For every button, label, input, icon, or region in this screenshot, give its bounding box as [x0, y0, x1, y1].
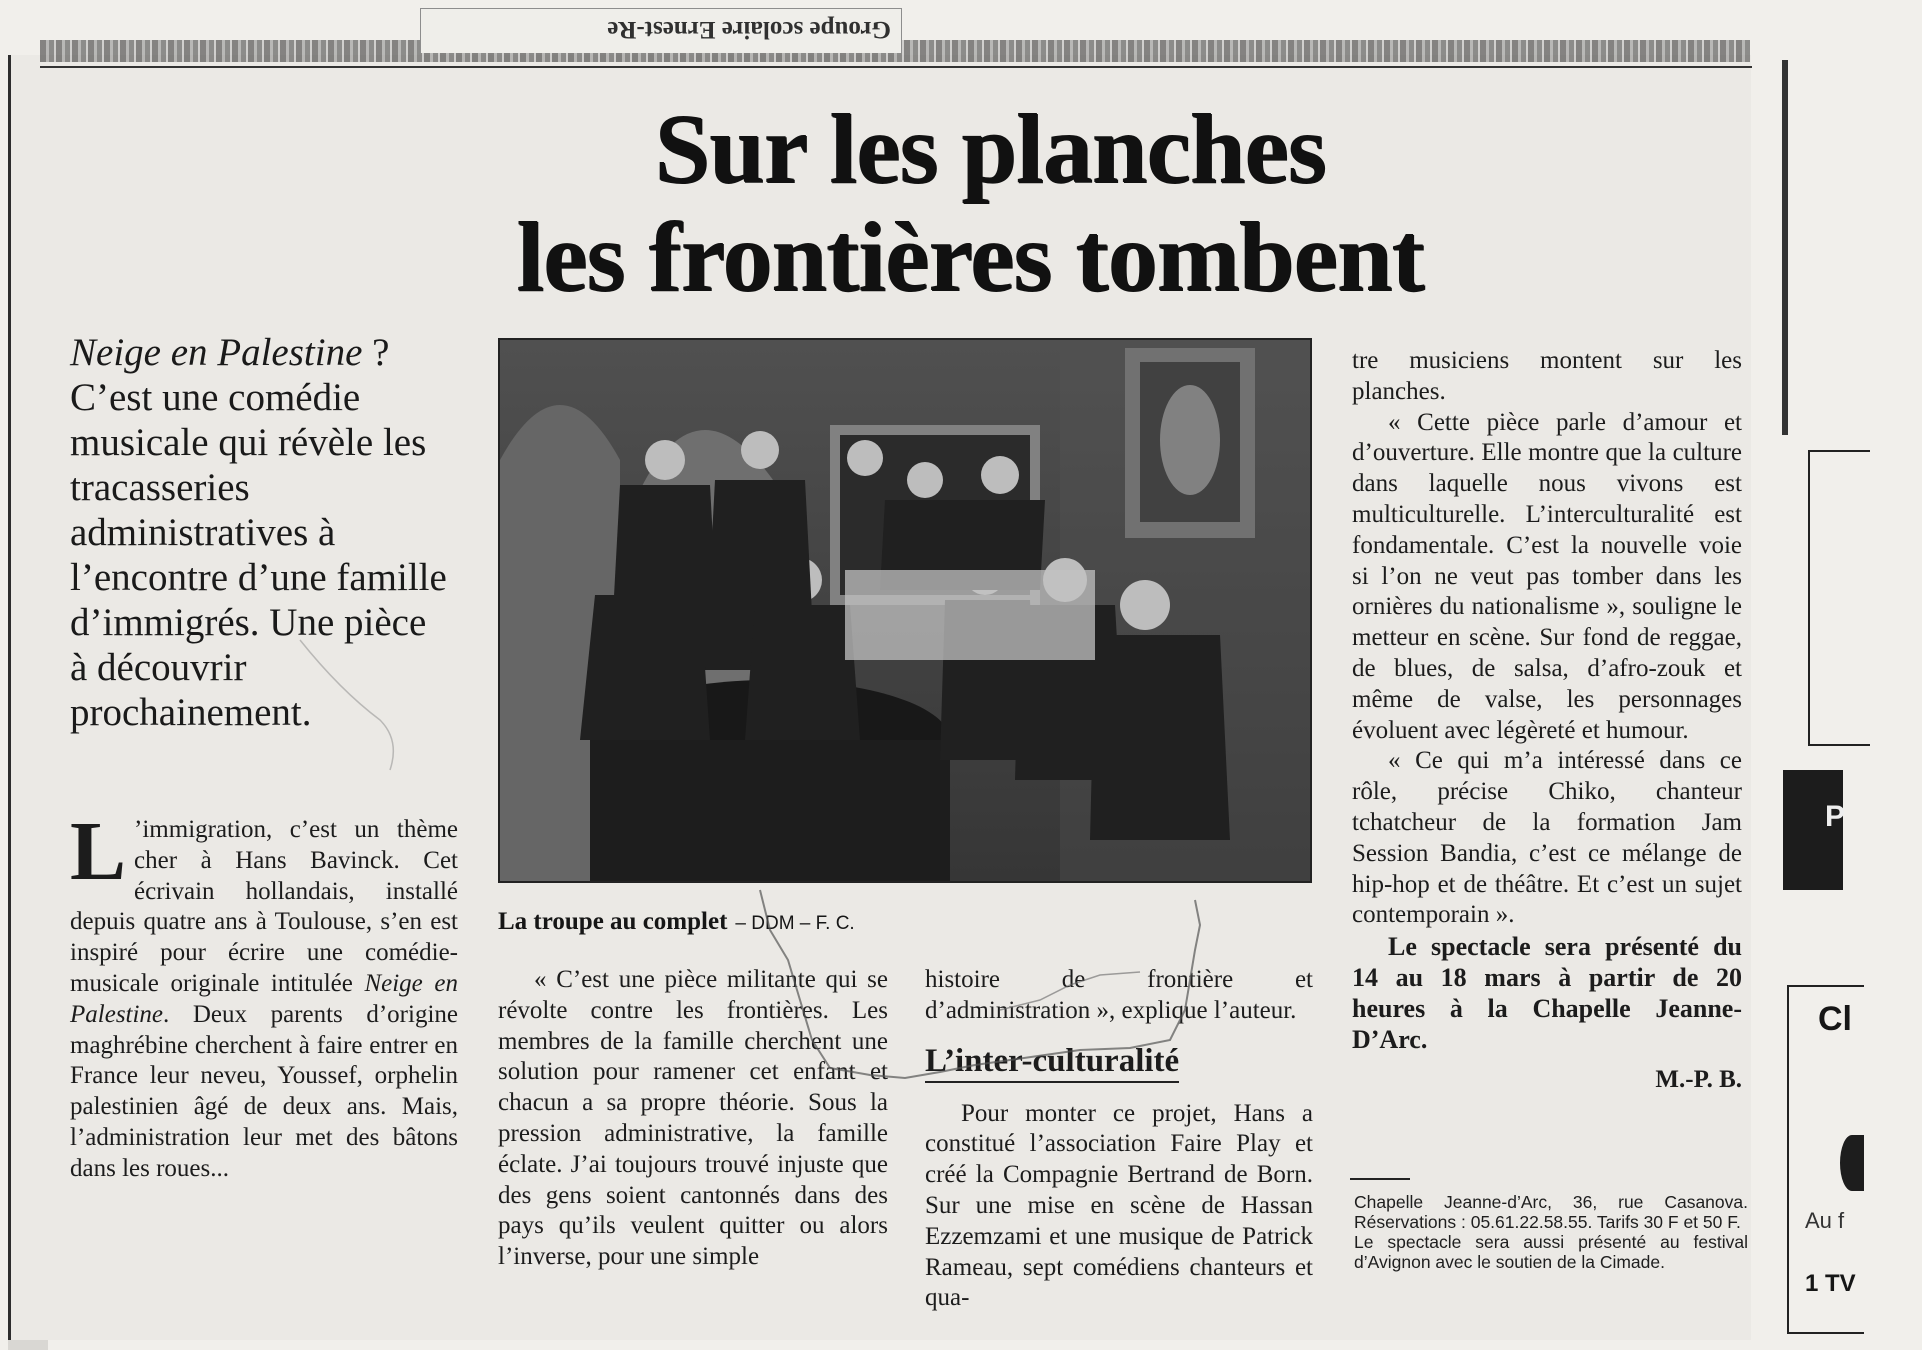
adjacent-text-tv: 1 TV [1805, 1270, 1856, 1297]
column-1 [70, 805, 458, 1185]
info-divider [1350, 1178, 1410, 1180]
article-intro [70, 330, 450, 735]
column-2 [498, 965, 888, 1273]
headline-line-1: Sur les planches [654, 93, 1326, 204]
column-3 [925, 965, 1313, 1314]
column-4-paragraph-2: « Cette pièce parle d’amour et d’ouverture. Elle montre que la culture dans laquelle nous vivons est multiculturelle. L’interculturalité est fondamentale. C’est la nouvelle voie si l’on ne veut pas tomber dans les ornières du nationalisme », souligne le metteur en scène. Sur fond de reggae, de blues, de salsa, d’afro-zouk et même de valse, les personnages évoluent avec légèreté et humour. [1352, 408, 1742, 744]
adjacent-letter: Cl [1818, 1000, 1852, 1038]
intro-play-title: Neige en Palestine [70, 331, 363, 374]
intro-text: C’est une comédie musicale qui révèle les tracasseries administratives à l’encontre d’une famille d’immigrés. Une pièce à découvrir prochainement. [70, 376, 447, 734]
column-2-paragraph: « C’est une pièce militante qui se révolte contre les frontières. Les membres de la famille cherchent une solution pour ramener cet enfant et chacun a sa propre théorie. Sous la pression administrative, la famille éclate. J’ai toujours trouvé injuste que des gens soient cantonnés dans des pays qu’ils veulent quitter ou alors l’inverse, pour une simple [498, 966, 888, 1271]
practical-info [1354, 1192, 1748, 1272]
adjacent-column-rule [1782, 60, 1788, 435]
photo-credit: – DDM – F. C. [735, 913, 855, 934]
column-3-paragraph-1: histoire de frontière et d’administration », explique l’auteur. [925, 966, 1313, 1024]
adjacent-dark-letter: P [1825, 800, 1846, 833]
column-1-text-end: . Deux parents d’origine maghrébine cherchent à faire entrer en France leur neveu, Youssef, orphelin palestinien âgé de deux ans. Mais, l’administration leur met des bâtons dans les roues... [70, 1000, 458, 1182]
show-dates-paragraph: Le spectacle sera présenté du 14 au 18 mars à partir de 20 heures à la Chapelle Jeanne-D’Arc. [1352, 932, 1742, 1055]
column-1-play-title: Neige en Palestine [70, 969, 458, 1028]
adjacent-dark-block [1783, 770, 1846, 890]
adjacent-text-au: Au f [1805, 1208, 1845, 1233]
info-address: Chapelle Jeanne-d’Arc, 36, rue Casanova. Réservations : 05.61.22.58.55. Tarifs 30 F et 50 F. [1354, 1192, 1748, 1232]
drop-cap: L [70, 805, 127, 898]
intro-question-mark: ? [362, 331, 390, 374]
adjacent-circle-mark [1840, 1135, 1864, 1191]
section-subhead: L’inter-culturalité [925, 1041, 1179, 1083]
photo-illustration [500, 340, 1310, 881]
column-4-paragraph-1: tre musiciens montent sur les planches. [1352, 347, 1742, 405]
article-headline [0, 95, 1800, 311]
column-4-paragraph-3: « Ce qui m’a intéressé dans ce rôle, précise Chiko, chanteur tchatcheur de la formation Jam Session Bandia, c’est ce mélange de hip-hop et de théâtre. Et c’est un sujet contemporain ». [1352, 747, 1742, 929]
troupe-photo [498, 338, 1312, 883]
column-1-paragraph [70, 805, 458, 1185]
column-3-paragraph-2: Pour monter ce projet, Hans a constitué l’association Faire Play et créé la Compagnie Bertrand de Born. Sur une mise en scène de Hassan Ezzemzami et une musique de Patrick Rameau, sept comédiens chanteurs et qua- [925, 1099, 1313, 1312]
adjacent-box-frame [1808, 450, 1870, 746]
column-1-text: ’immigration, c’est un thème cher à Hans Bavinck. Cet écrivain hollandais, installé depuis quatre ans à Toulouse, s’en est inspiré pour écrire une comédie-musicale originale intitulée [70, 816, 458, 997]
caption-text: La troupe au complet [498, 908, 728, 935]
info-avignon: Le spectacle sera aussi présenté au festival d’Avignon avec le soutien de la Cimade. [1354, 1232, 1748, 1272]
clipping-tab [420, 8, 902, 53]
clipping-tab-text: Groupe scolaire Ernest-Re [607, 16, 891, 43]
photo-caption [498, 908, 1312, 936]
column-4 [1352, 346, 1742, 1096]
top-rule [40, 66, 1752, 68]
headline-line-2: les frontières tombent [516, 201, 1424, 312]
author-signature: M.-P. B. [1655, 1066, 1742, 1094]
